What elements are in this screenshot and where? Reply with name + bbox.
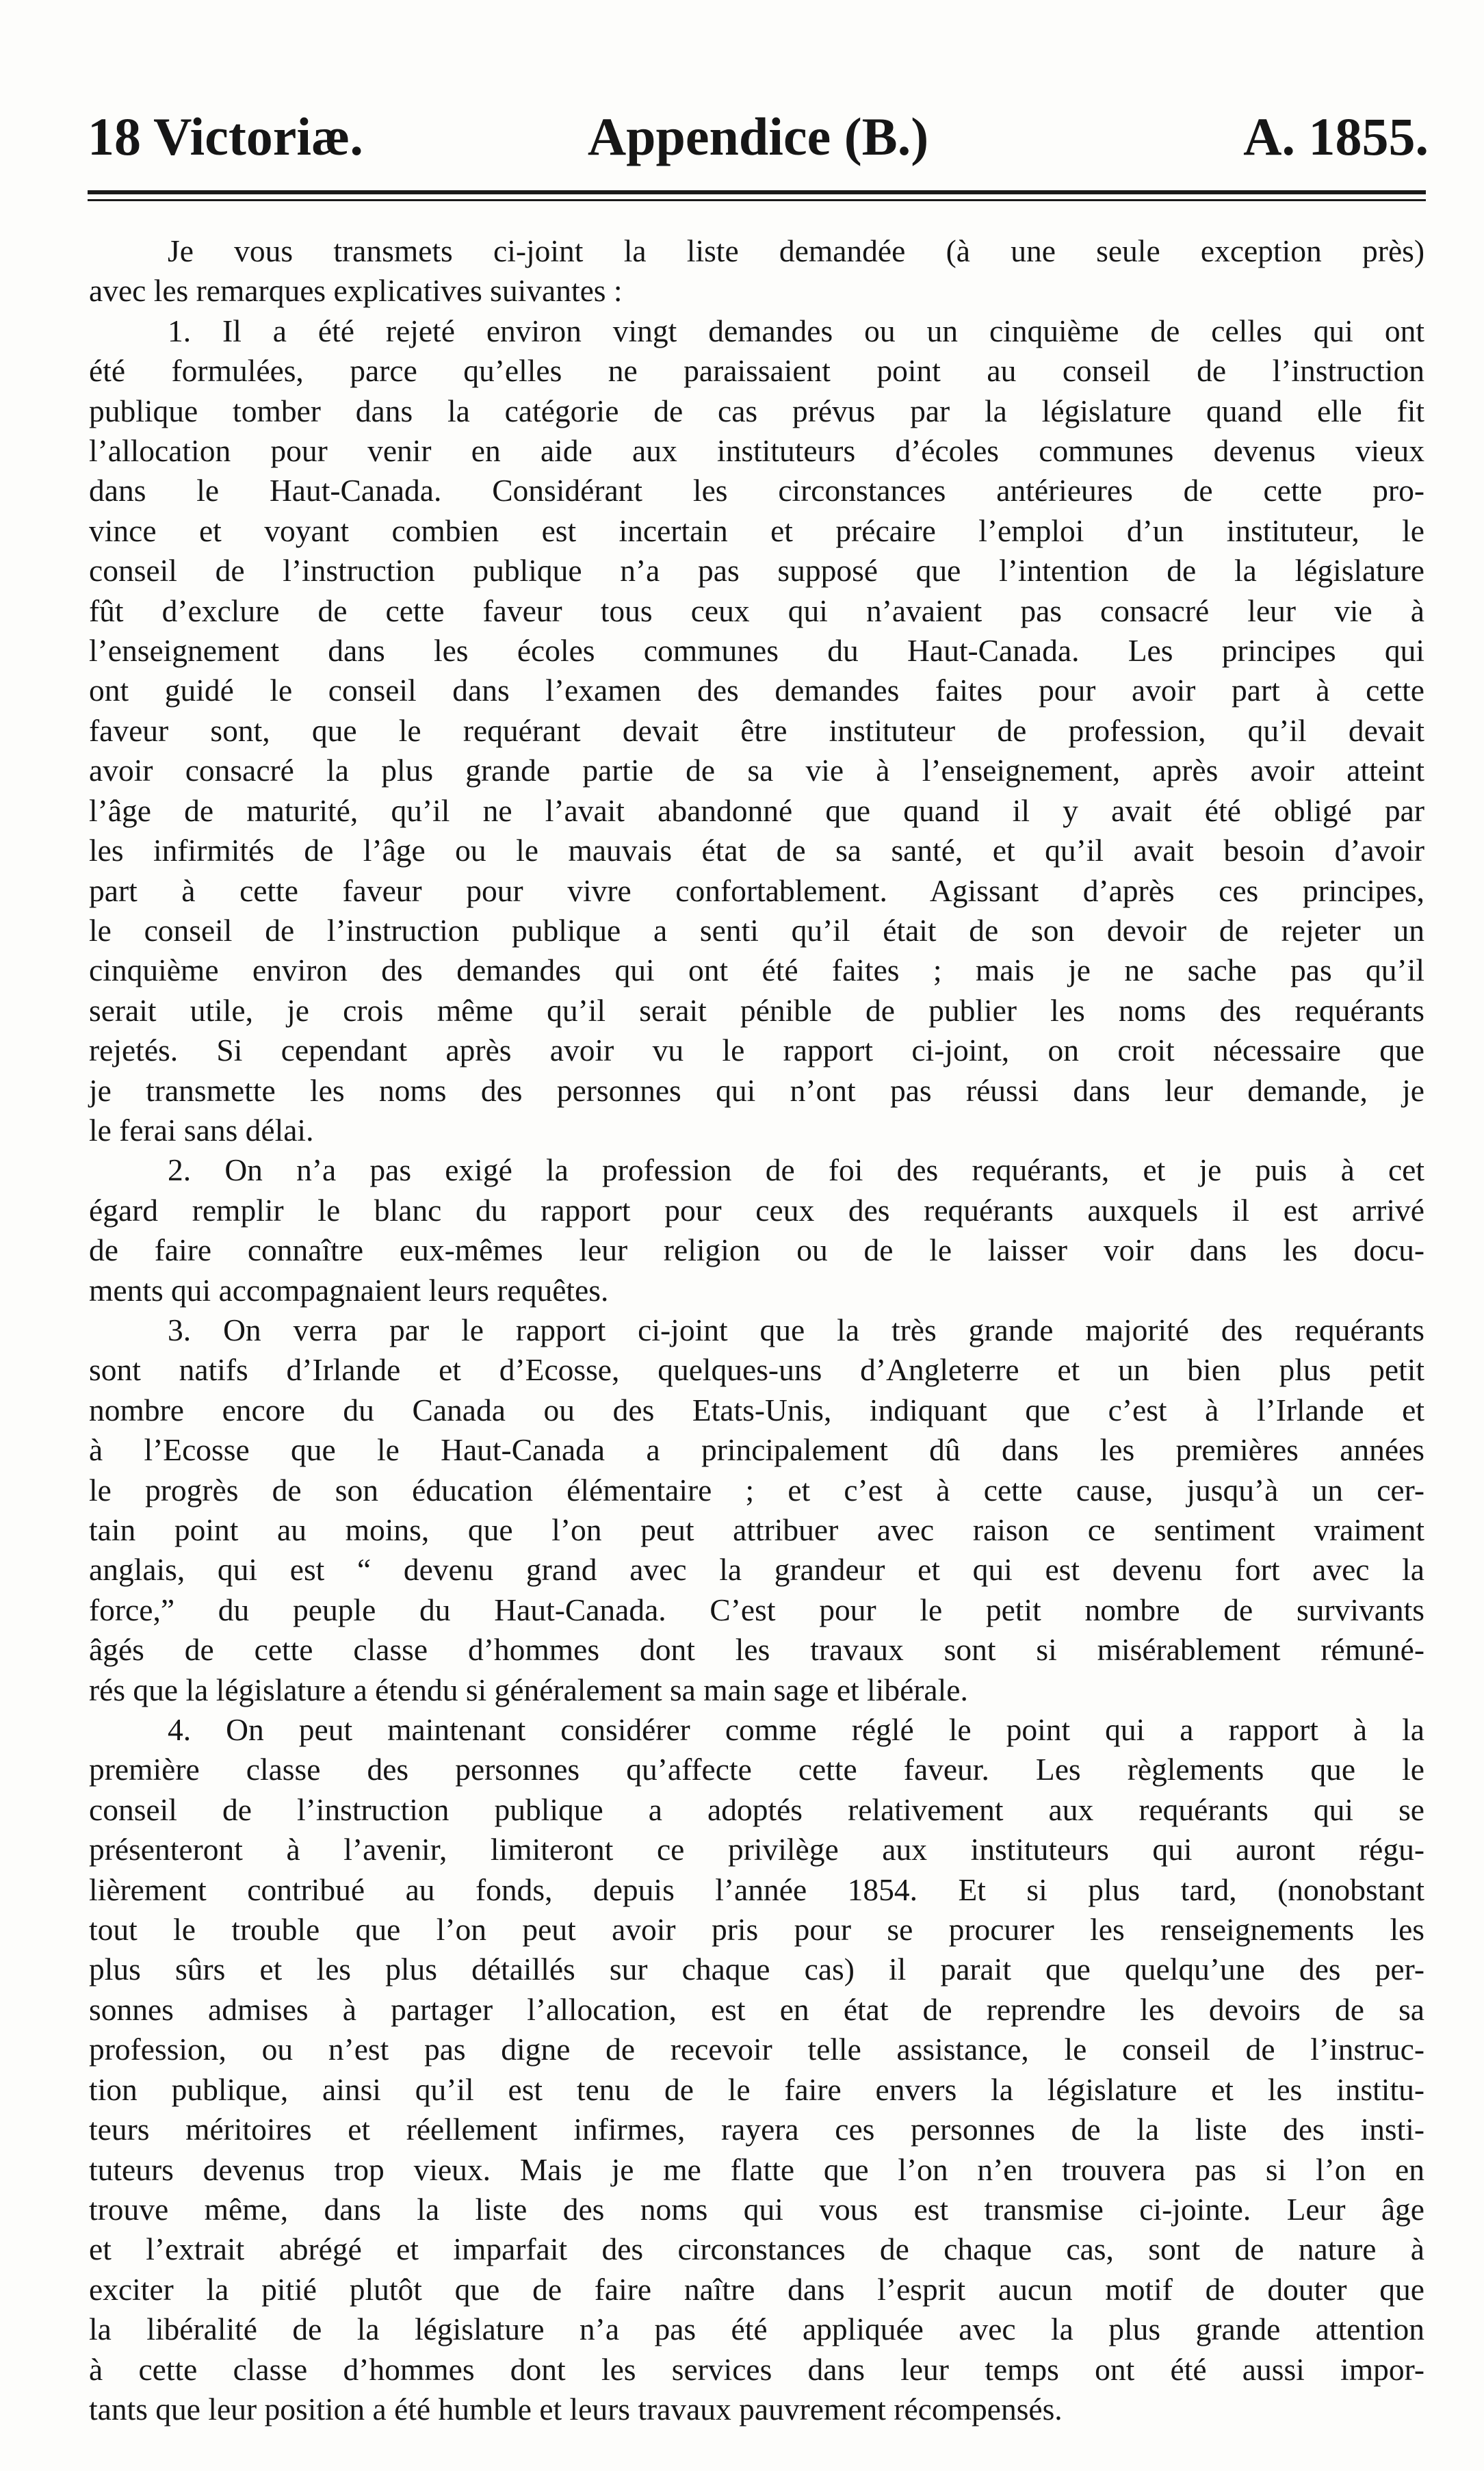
text-line: teurs méritoires et réellement infirmes, rayera ces personnes de la liste des insti- bbox=[89, 2112, 1424, 2147]
text-line: profession, ou n’est pas digne de recevoir telle assistance, le conseil de l’instruc- bbox=[89, 2032, 1424, 2067]
header-year: A. 1855. bbox=[1243, 107, 1429, 166]
text-line: plus sûrs et les plus détaillés sur chaque cas) il parait que quelqu’une des per- bbox=[89, 1952, 1424, 1987]
text-line: avoir consacré la plus grande partie de sa vie à l’enseignement, après avoir atteint bbox=[89, 753, 1424, 788]
text-line: égard remplir le blanc du rapport pour ceux des requérants auxquels il est arrivé bbox=[89, 1192, 1424, 1228]
letter-body bbox=[89, 231, 1424, 2429]
header-rule-thin bbox=[88, 199, 1426, 201]
text-line: tain point au moins, que l’on peut attribuer avec raison ce sentiment vraiment bbox=[89, 1512, 1424, 1547]
text-line: avec les remarques explicatives suivantes : bbox=[89, 273, 623, 309]
text-line: 2. On n’a pas exigé la profession de foi des requérants, et je puis à cet bbox=[168, 1152, 1424, 1188]
text-line: dans le Haut-Canada. Considérant les circonstances antérieures de cette pro- bbox=[89, 473, 1424, 508]
text-line: de faire connaître eux-mêmes leur religion ou de le laisser voir dans les docu- bbox=[89, 1232, 1424, 1268]
text-line: été formulées, parce qu’elles ne paraissaient point au conseil de l’instruction bbox=[89, 353, 1424, 389]
text-line: et l’extrait abrégé et imparfait des circonstances de chaque cas, sont de nature à bbox=[89, 2231, 1424, 2267]
text-line: Je vous transmets ci-joint la liste demandée (à une seule exception près) bbox=[168, 233, 1424, 268]
text-line: à l’Ecosse que le Haut-Canada a principalement dû dans les premières années bbox=[89, 1432, 1424, 1468]
text-line: les infirmités de l’âge ou le mauvais état de sa santé, et qu’il avait besoin d’avoir bbox=[89, 833, 1424, 868]
text-line: le ferai sans délai. bbox=[89, 1112, 314, 1148]
text-line: 4. On peut maintenant considérer comme réglé le point qui a rapport à la bbox=[168, 1712, 1424, 1748]
text-line: le conseil de l’instruction publique a senti qu’il était de son devoir de rejeter un bbox=[89, 912, 1424, 948]
text-line: faveur sont, que le requérant devait être instituteur de profession, qu’il devait bbox=[89, 712, 1424, 748]
text-line: à cette classe d’hommes dont les services dans leur temps ont été aussi impor- bbox=[89, 2351, 1424, 2387]
paragraph-p2 bbox=[89, 1150, 1424, 1310]
text-line: vince et voyant combien est incertain et précaire l’emploi d’un instituteur, le bbox=[89, 513, 1424, 548]
text-line: force,” du peuple du Haut-Canada. C’est pour le petit nombre de survivants bbox=[89, 1592, 1424, 1627]
text-line: rés que la législature a étendu si généralement sa main sage et libérale. bbox=[89, 1672, 968, 1707]
text-line: conseil de l’instruction publique a adoptés relativement aux requérants qui se bbox=[89, 1791, 1424, 1827]
text-line: présenteront à l’avenir, limiteront ce privilège aux instituteurs qui auront régu- bbox=[89, 1832, 1424, 1867]
text-line: exciter la pitié plutôt que de faire naître dans l’esprit aucun motif de douter que bbox=[89, 2271, 1424, 2307]
text-line: lièrement contribué au fonds, depuis l’année 1854. Et si plus tard, (nonobstant bbox=[89, 1872, 1424, 1907]
paragraph-intro bbox=[89, 231, 1424, 311]
text-line: ont guidé le conseil dans l’examen des demandes faites pour avoir part à cette bbox=[89, 673, 1424, 708]
text-line: nombre encore du Canada ou des Etats-Unis, indiquant que c’est à l’Irlande et bbox=[89, 1392, 1424, 1427]
text-line: conseil de l’instruction publique n’a pas supposé que l’intention de la législature bbox=[89, 553, 1424, 588]
text-line: fût d’exclure de cette faveur tous ceux qui n’avaient pas consacré leur vie à bbox=[89, 593, 1424, 628]
text-line: je transmette les noms des personnes qui n’ont pas réussi dans leur demande, je bbox=[89, 1072, 1424, 1108]
text-line: anglais, qui est “ devenu grand avec la grandeur et qui est devenu fort avec la bbox=[89, 1552, 1424, 1588]
text-line: l’âge de maturité, qu’il ne l’avait abandonné que quand il y avait été obligé par bbox=[89, 792, 1424, 828]
text-line: l’enseignement dans les écoles communes du Haut-Canada. Les principes qui bbox=[89, 633, 1424, 669]
paragraph-p3 bbox=[89, 1310, 1424, 1710]
text-line: la libéralité de la législature n’a pas été appliquée avec la plus grande attention bbox=[89, 2312, 1424, 2347]
header-rule-thick bbox=[88, 190, 1426, 194]
text-line: le progrès de son éducation élémentaire ; et c’est à cette cause, jusqu’à un cer- bbox=[89, 1472, 1424, 1508]
paragraph-p1 bbox=[89, 311, 1424, 1151]
running-header bbox=[88, 103, 1429, 171]
text-line: cinquième environ des demandes qui ont été faites ; mais je ne sache pas qu’il bbox=[89, 953, 1424, 988]
text-line: ments qui accompagnaient leurs requêtes. bbox=[89, 1272, 609, 1308]
text-line: tout le trouble que l’on peut avoir pris pour se procurer les renseignements les bbox=[89, 1912, 1424, 1948]
text-line: tuteurs devenus trop vieux. Mais je me flatte que l’on n’en trouvera pas si l’on en bbox=[89, 2151, 1424, 2187]
text-line: tants que leur position a été humble et leurs travaux pauvrement récompensés. bbox=[89, 2391, 1063, 2427]
text-line: sonnes admises à partager l’allocation, est en état de reprendre les devoirs de sa bbox=[89, 1991, 1424, 2027]
text-line: âgés de cette classe d’hommes dont les travaux sont si misérablement rémuné- bbox=[89, 1632, 1424, 1668]
text-line: première classe des personnes qu’affecte cette faveur. Les règlements que le bbox=[89, 1752, 1424, 1787]
text-line: publique tomber dans la catégorie de cas prévus par la législature quand elle fit bbox=[89, 393, 1424, 428]
text-line: 1. Il a été rejeté environ vingt demandes ou un cinquième de celles qui ont bbox=[168, 313, 1424, 348]
text-line: tion publique, ainsi qu’il est tenu de le faire envers la législature et les institu- bbox=[89, 2071, 1424, 2107]
paragraph-p4 bbox=[89, 1710, 1424, 2429]
header-session: 18 Victoriæ. bbox=[88, 107, 363, 166]
text-line: 3. On verra par le rapport ci-joint que la très grande majorité des requérants bbox=[168, 1312, 1424, 1347]
header-appendix: Appendice (B.) bbox=[587, 107, 929, 166]
text-line: rejetés. Si cependant après avoir vu le rapport ci-joint, on croit nécessaire que bbox=[89, 1033, 1424, 1068]
text-line: part à cette faveur pour vivre confortablement. Agissant d’après ces principes, bbox=[89, 872, 1424, 908]
text-line: trouve même, dans la liste des noms qui vous est transmise ci-jointe. Leur âge bbox=[89, 2191, 1424, 2227]
text-line: l’allocation pour venir en aide aux instituteurs d’écoles communes devenus vieux bbox=[89, 433, 1424, 469]
text-line: serait utile, je crois même qu’il serait pénible de publier les noms des requérants bbox=[89, 992, 1424, 1028]
text-line: sont natifs d’Irlande et d’Ecosse, quelques-uns d’Angleterre et un bien plus petit bbox=[89, 1352, 1424, 1388]
